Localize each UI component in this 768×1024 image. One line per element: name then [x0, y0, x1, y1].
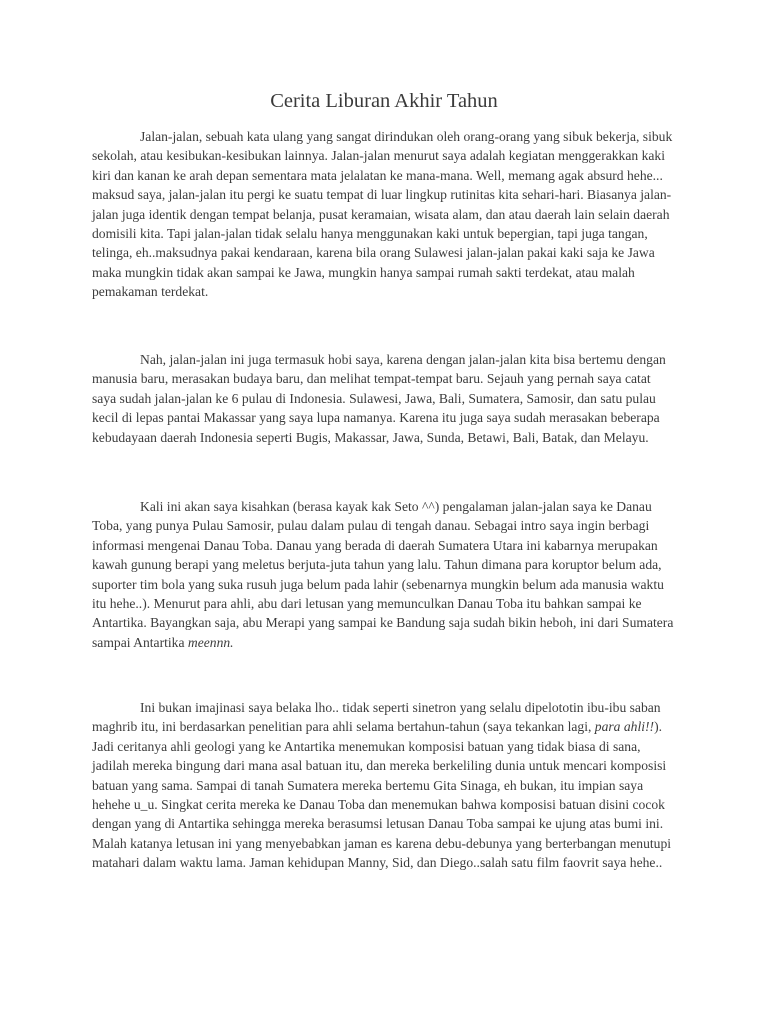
- paragraph-3: [92, 497, 676, 652]
- document-title: Cerita Liburan Akhir Tahun: [270, 90, 498, 112]
- paragraph-1: [92, 127, 676, 302]
- paragraph-1-text: Jalan-jalan, sebuah kata ulang yang sangat dirindukan oleh orang-orang yang sibuk bekerja, sibuk sekolah, atau kesibukan-kesibukan lainnya. Jalan-jalan menurut saya adalah kegiatan menggerakkan kaki kiri dan kanan ke arah depan sementara mata jelalatan ke mana-mana. Well, memang agak absurd hehe... maksud saya, jalan-jalan itu pergi ke suatu tempat di luar lingkup rutinitas kita sehari-hari. Biasanya jalan-jalan juga identik dengan tempat belanja, pusat keramaian, wisata alam, dan atau daerah lain selain daerah domisili kita. Tapi jalan-jalan tidak selalu hanya menggunakan kaki untuk bepergian, tapi juga tangan, telinga, eh..maksudnya pakai kendaraan, karena bila orang Sulawesi jalan-jalan pakai kaki saja ke Jawa maka mungkin tidak akan sampai ke Jawa, mungkin hanya sampai rumah sakti terdekat, atau malah pemakaman terdekat.: [92, 129, 673, 300]
- paragraph-3-italic: meennn.: [187, 634, 234, 650]
- paragraph-4-italic: para ahli!!: [594, 719, 655, 735]
- paragraph-4-before: Ini bukan imajinasi saya belaka lho.. tidak seperti sinetron yang selalu dipelototin ibu-ibu saban maghrib itu, ini berdasarkan penelitian para ahli selama bertahun-tahun (saya tekankan lagi,: [92, 700, 661, 735]
- paragraph-3-main: Kali ini akan saya kisahkan (berasa kayak kak Seto ^^) pengalaman jalan-jalan saya ke Danau Toba, yang punya Pulau Samosir, pulau dalam pulau di tengah danau. Sebagai intro saya ingin berbagi informasi mengenai Danau Toba. Danau yang berada di daerah Sumatera Utara ini kabarnya merupakan kawah gunung berapi yang meletus berjuta-juta tahun yang lalu. Tahun dimana para koruptor belum ada, suporter tim bola yang suka rusuh juga belum pada lahir (sebenarnya mungkin belum ada manusia waktu itu hehe..). Menurut para ahli, abu dari letusan yang memunculkan Danau Toba itu bahkan sampai ke Antartika. Bayangkan saja, abu Merapi yang sampai ke Bandung saja sudah bikin heboh, ini dari Sumatera sampai Antartika: [92, 499, 674, 650]
- paragraph-3-text: [92, 497, 676, 652]
- paragraph-4: [92, 698, 676, 873]
- paragraph-2: [92, 350, 676, 447]
- paragraph-2-text: Nah, jalan-jalan ini juga termasuk hobi saya, karena dengan jalan-jalan kita bisa bertemu dengan manusia baru, merasakan budaya baru, dan melihat tempat-tempat baru. Sejauh yang pernah saya catat saya sudah jalan-jalan ke 6 pulau di Indonesia. Sulawesi, Jawa, Bali, Sumatera, Samosir, dan satu pulau kecil di lepas pantai Makassar yang saya lupa namanya. Karena itu juga saya sudah merasakan beberapa kebudayaan daerah Indonesia seperti Bugis, Makassar, Jawa, Sunda, Betawi, Bali, Batak, dan Melayu.: [92, 352, 666, 445]
- paragraph-4-text: [92, 698, 676, 873]
- paragraph-4-after: ). Jadi ceritanya ahli geologi yang ke Antartika menemukan komposisi batuan yang tidak biasa di sana, jadilah mereka bingung dari mana asal batuan itu, dan mereka berkeliling dunia untuk mencari komposisi batuan yang sama. Sampai di tanah Sumatera mereka bertemu Gita Sinaga, eh bukan, itu impian saya hehehe u_u. Singkat cerita mereka ke Danau Toba dan menemukan bahwa komposisi batuan disini cocok dengan yang di Antartika sehingga mereka berasumsi letusan Danau Toba sampai ke ujung atas bumi ini. Malah katanya letusan ini yang menyebabkan jaman es karena debu-debunya yang berterbangan menutupi matahari dalam waktu lama. Jaman kehidupan Manny, Sid, dan Diego..salah satu film faovrit saya hehe..: [92, 719, 672, 871]
